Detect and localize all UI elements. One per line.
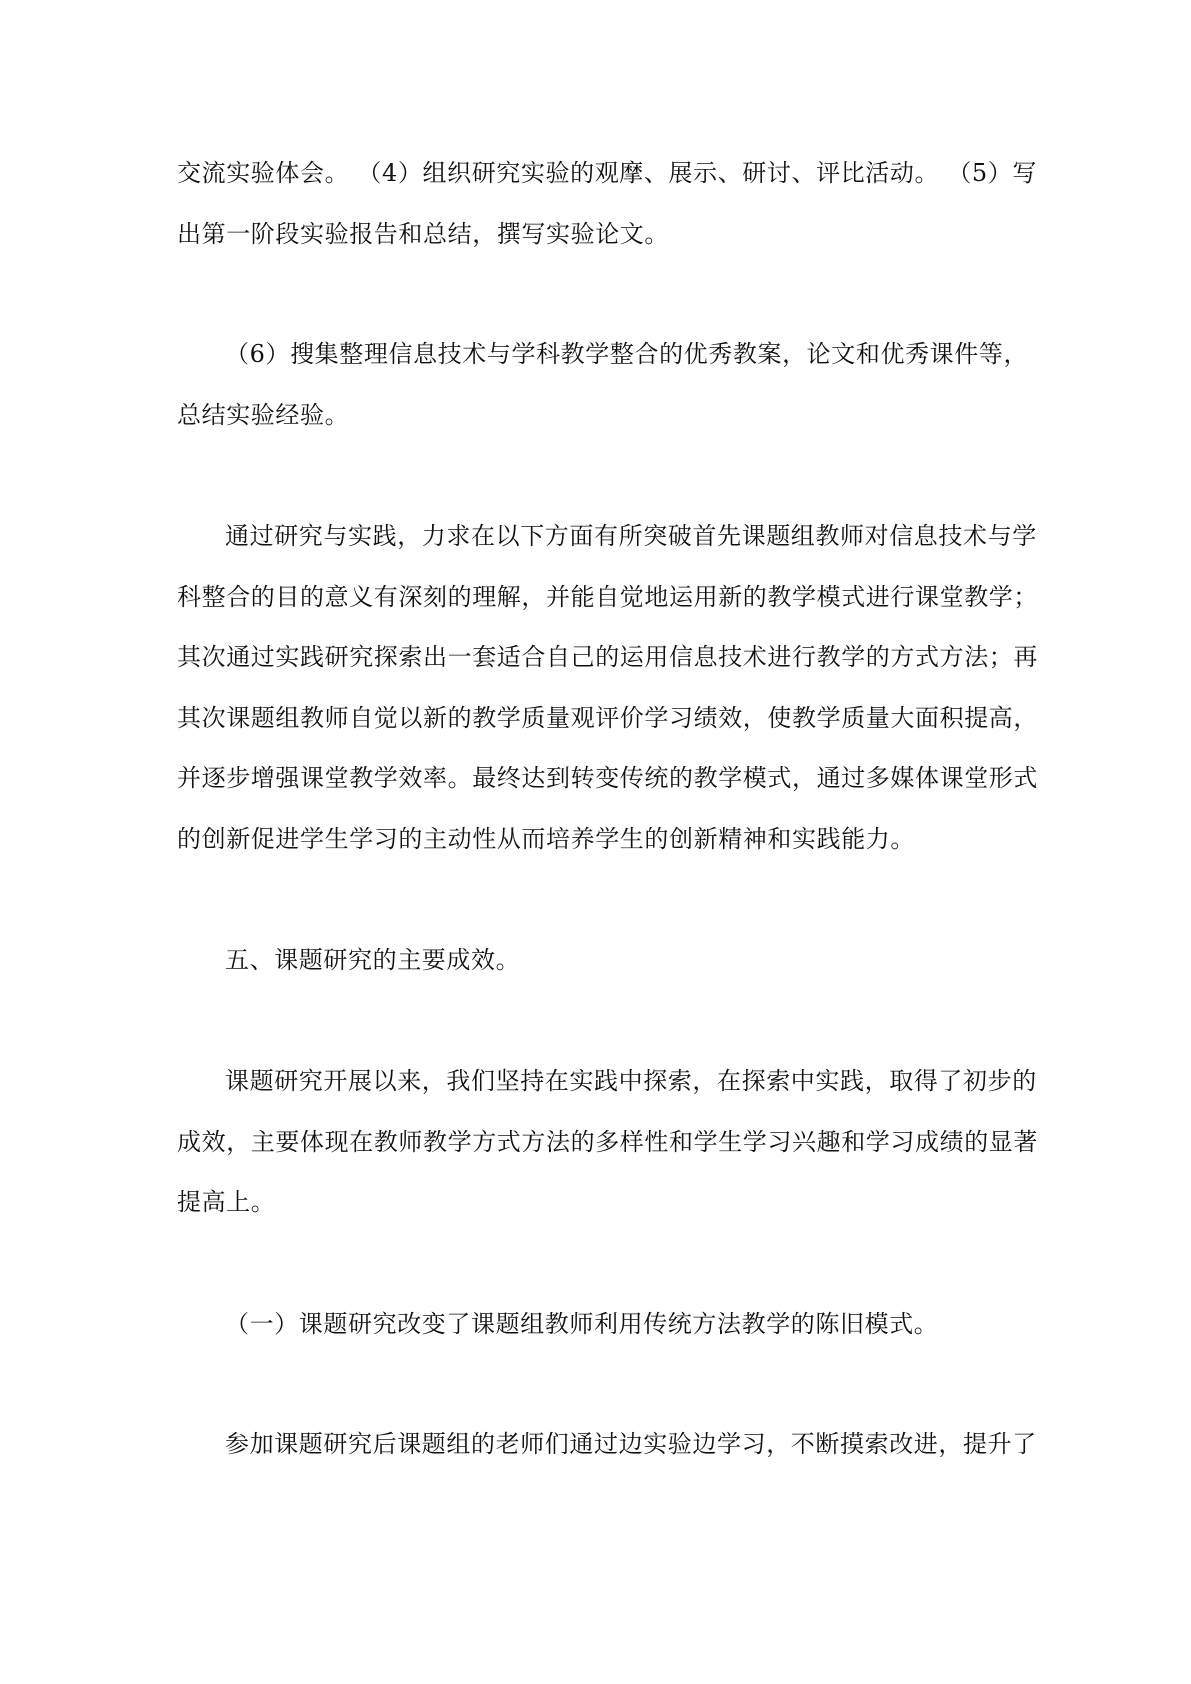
text-line: 通过研究与实践，力求在以下方面有所突破首先课题组教师对信息技术与学 xyxy=(225,522,1037,550)
subsection-heading: （一）课题研究改变了课题组教师利用传统方法教学的陈旧模式。 xyxy=(225,1310,939,1338)
text-line: 课题研究开展以来，我们坚持在实践中探索，在探索中实践，取得了初步的 xyxy=(225,1067,1037,1095)
text-line: 其次课题组教师自觉以新的教学质量观评价学习绩效，使教学质量大面积提高， xyxy=(177,704,1038,732)
text-line: 科整合的目的意义有深刻的理解，并能自觉地运用新的教学模式进行课堂教学； xyxy=(177,583,1038,611)
text-line: 的创新促进学生学习的主动性从而培养学生的创新精神和实践能力。 xyxy=(177,825,915,853)
text-line: 交流实验体会。 （4）组织研究实验的观摩、展示、研讨、评比活动。 （5）写 xyxy=(177,159,1037,187)
section-heading: 五、课题研究的主要成效。 xyxy=(225,946,521,974)
text-line: 出第一阶段实验报告和总结，撰写实验论文。 xyxy=(177,220,669,248)
text-line: 其次通过实践研究探索出一套适合自己的运用信息技术进行教学的方式方法；再 xyxy=(177,643,1038,671)
text-line: 提高上。 xyxy=(177,1188,276,1216)
text-line: 参加课题研究后课题组的老师们通过边实验边学习，不断摸索改进，提升了 xyxy=(225,1430,1037,1458)
text-line: （6）搜集整理信息技术与学科教学整合的优秀教案，论文和优秀课件等， xyxy=(225,340,1029,368)
text-line: 并逐步增强课堂教学效率。最终达到转变传统的教学模式，通过多媒体课堂形式 xyxy=(177,764,1038,792)
text-line: 总结实验经验。 xyxy=(177,401,350,429)
text-line: 成效，主要体现在教师教学方式方法的多样性和学生学习兴趣和学习成绩的显著 xyxy=(177,1128,1038,1156)
